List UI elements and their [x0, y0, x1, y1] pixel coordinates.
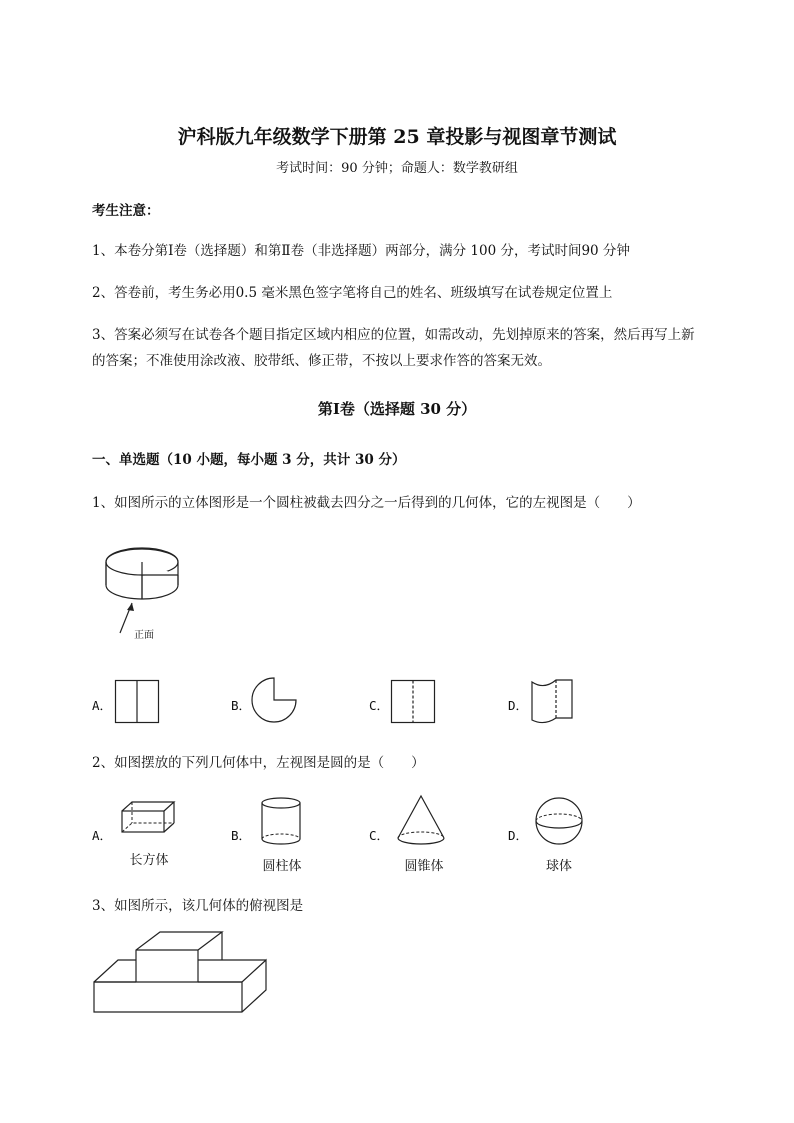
q1-option-d-label[interactable]: D．: [508, 698, 529, 713]
q2-option-c-label[interactable]: C．: [369, 828, 390, 843]
notice-item-1: 1、本卷分第Ⅰ卷（选择题）和第Ⅱ卷（非选择题）两部分，满分 100 分，考试时间90 分钟: [92, 243, 630, 259]
q1-option-c-figure[interactable]: [391, 680, 437, 724]
q2-option-d-label[interactable]: D．: [508, 828, 529, 843]
notice-item-3-line1: 3、答案必须写在试卷各个题目指定区域内相应的位置，如需改动，先划掉原来的答案，然后再写上新: [92, 327, 695, 343]
part-heading: 一、单选题（10 小题，每小题 3 分，共计 30 分）: [92, 452, 406, 468]
question-1-text: 1、如图所示的立体图形是一个圆柱被截去四分之一后得到的几何体，它的左视图是（ ）: [92, 495, 641, 511]
notice-heading: 考生注意：: [92, 203, 160, 219]
q2-option-d-figure[interactable]: [534, 796, 586, 848]
q2-option-a-figure[interactable]: [118, 800, 180, 836]
q1-option-a-figure[interactable]: [115, 680, 161, 724]
q2-option-b-label[interactable]: B．: [231, 828, 252, 843]
page-title: 沪科版九年级数学下册第 25 章投影与视图章节测试: [177, 126, 617, 148]
q2-caption-d: 球体: [545, 859, 572, 874]
q1-option-b-label[interactable]: B．: [231, 698, 252, 713]
q3-stepped-solid-figure: [92, 930, 272, 1016]
q2-caption-a: 长方体: [129, 853, 169, 868]
q1-option-b-figure[interactable]: [252, 678, 300, 726]
q2-option-b-figure[interactable]: [260, 797, 304, 847]
question-2-text: 2、如图摆放的下列几何体中，左视图是圆的是（ ）: [92, 755, 425, 771]
q1-option-a-label[interactable]: A．: [92, 698, 113, 713]
exam-info: 考试时间：90 分钟；命题人：数学教研组: [276, 161, 518, 176]
q2-option-c-figure[interactable]: [396, 794, 448, 848]
front-label: 正面: [134, 630, 154, 641]
notice-item-2: 2、答卷前，考生务必用0.5 毫米黑色签字笔将自己的姓名、班级填写在试卷规定位置上: [92, 285, 613, 301]
q2-option-a-label[interactable]: A．: [92, 828, 113, 843]
question-3-text: 3、如图所示，该几何体的俯视图是: [92, 898, 304, 914]
q1-option-d-figure[interactable]: [530, 676, 578, 726]
q2-caption-c: 圆锥体: [404, 859, 444, 874]
section-title: 第Ⅰ卷（选择题 30 分）: [317, 400, 477, 418]
q1-option-c-label[interactable]: C．: [369, 698, 390, 713]
q2-caption-b: 圆柱体: [262, 859, 302, 874]
notice-item-3-line2: 的答案；不准使用涂改液、胶带纸、修正带，不按以上要求作答的答案无效。: [92, 353, 551, 369]
